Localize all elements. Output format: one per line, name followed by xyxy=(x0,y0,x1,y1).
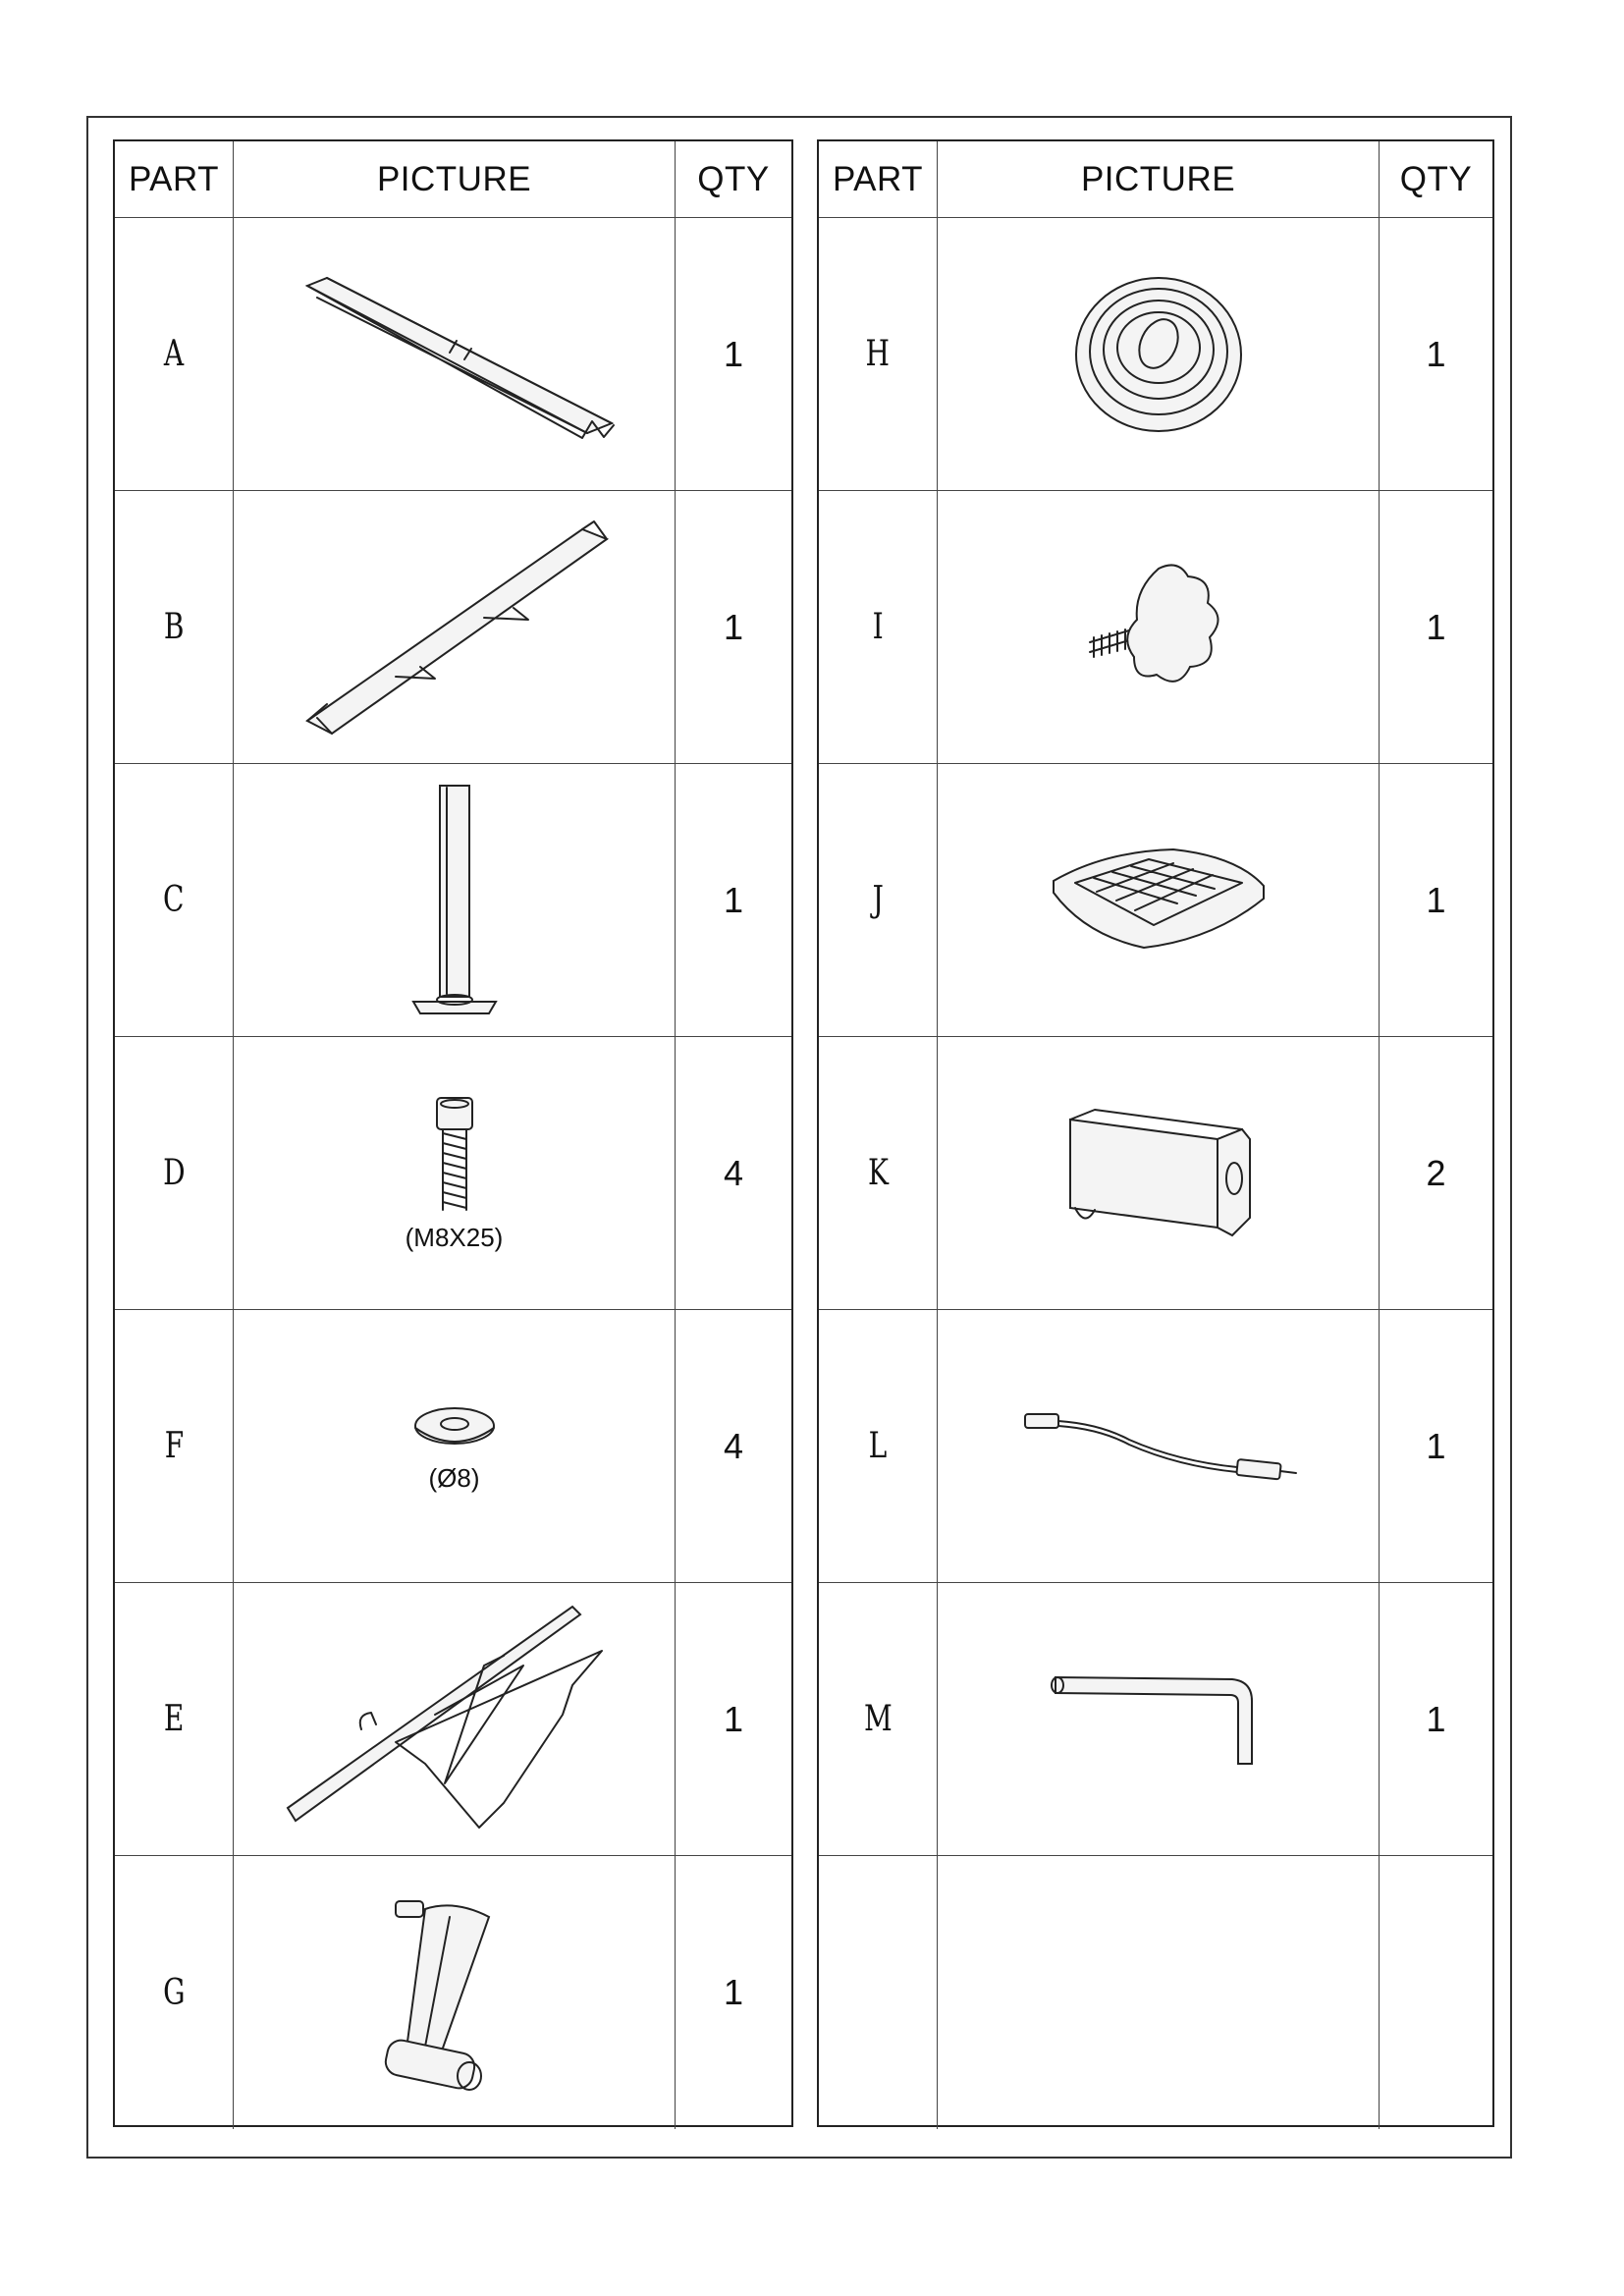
washer-icon xyxy=(406,1398,504,1457)
header-qty: QTY xyxy=(697,159,770,198)
part-letter: J xyxy=(872,880,884,920)
part-picture xyxy=(234,218,676,490)
header-row xyxy=(115,141,791,218)
part-picture xyxy=(234,1310,676,1582)
part-picture xyxy=(938,1037,1380,1309)
part-letter: B xyxy=(163,607,185,647)
part-picture xyxy=(938,764,1380,1036)
header-qty: QTY xyxy=(1399,159,1473,198)
table-row xyxy=(819,764,1492,1037)
part-size-note: (M8X25) xyxy=(405,1222,504,1252)
part-letter: A xyxy=(163,334,185,374)
part-quantity: 1 xyxy=(723,333,744,374)
table-row xyxy=(819,1310,1492,1583)
table-row xyxy=(115,491,791,764)
part-picture xyxy=(234,764,676,1036)
star-knob-icon xyxy=(1080,559,1237,696)
part-quantity: 4 xyxy=(723,1425,744,1466)
part-picture xyxy=(234,1037,676,1309)
header-part: PART xyxy=(819,141,938,217)
part-quantity: 1 xyxy=(723,879,744,920)
part-picture xyxy=(938,218,1380,490)
table-row xyxy=(115,1310,791,1583)
part-letter: F xyxy=(164,1426,184,1466)
part-quantity: 1 xyxy=(723,1698,744,1739)
part-picture xyxy=(234,1856,676,2129)
part-quantity: 1 xyxy=(1426,879,1446,920)
table-row xyxy=(819,218,1492,491)
channel-rail-icon xyxy=(288,256,622,453)
crank-handle-icon xyxy=(356,1889,553,2096)
part-letter: H xyxy=(865,334,891,374)
header-picture: PICTURE xyxy=(938,141,1380,217)
part-letter: I xyxy=(872,607,884,647)
part-quantity: 1 xyxy=(1426,1698,1446,1739)
part-picture xyxy=(938,491,1380,763)
connector-cable-icon xyxy=(1011,1402,1306,1491)
part-letter: L xyxy=(868,1426,888,1466)
part-letter: M xyxy=(863,1699,893,1739)
table-row xyxy=(115,1856,791,2129)
parts-table-left xyxy=(113,139,793,2127)
pole-base-icon xyxy=(396,778,514,1023)
header-row xyxy=(819,141,1492,218)
part-letter: G xyxy=(162,1972,186,2013)
table-row xyxy=(819,1583,1492,1856)
header-picture: PICTURE xyxy=(234,141,676,217)
parts-table-right xyxy=(817,139,1494,2127)
part-picture xyxy=(234,491,676,763)
part-quantity: 1 xyxy=(1426,606,1446,647)
part-picture xyxy=(938,1583,1380,1855)
table-row xyxy=(115,1037,791,1310)
part-quantity: 1 xyxy=(1426,333,1446,374)
table-row-empty xyxy=(819,1856,1492,2129)
table-row xyxy=(115,218,791,491)
part-letter: E xyxy=(163,1699,185,1739)
part-quantity: 4 xyxy=(723,1152,744,1193)
solar-panel-icon xyxy=(1046,842,1272,959)
table-row xyxy=(115,764,791,1037)
part-size-note: (Ø8) xyxy=(428,1463,480,1493)
header-part: PART xyxy=(115,141,234,217)
part-picture xyxy=(234,1583,676,1855)
table-row xyxy=(115,1583,791,1856)
battery-box-icon xyxy=(1056,1100,1262,1247)
table-row xyxy=(819,491,1492,764)
part-quantity: 1 xyxy=(723,1972,744,2012)
table-row xyxy=(819,1037,1492,1310)
part-quantity: 1 xyxy=(1426,1425,1446,1466)
part-letter: C xyxy=(163,880,185,920)
hex-key-icon xyxy=(1046,1666,1272,1774)
channel-rail-tabs-icon xyxy=(288,510,622,745)
hex-bolt-icon xyxy=(425,1094,484,1217)
umbrella-arm-icon xyxy=(278,1597,631,1842)
round-base-plate-icon xyxy=(1070,271,1247,438)
part-picture xyxy=(938,1856,1380,2129)
part-letter: K xyxy=(867,1153,889,1193)
part-quantity: 2 xyxy=(1426,1152,1446,1193)
part-letter: D xyxy=(162,1153,186,1193)
part-quantity: 1 xyxy=(723,606,744,647)
part-picture xyxy=(938,1310,1380,1582)
